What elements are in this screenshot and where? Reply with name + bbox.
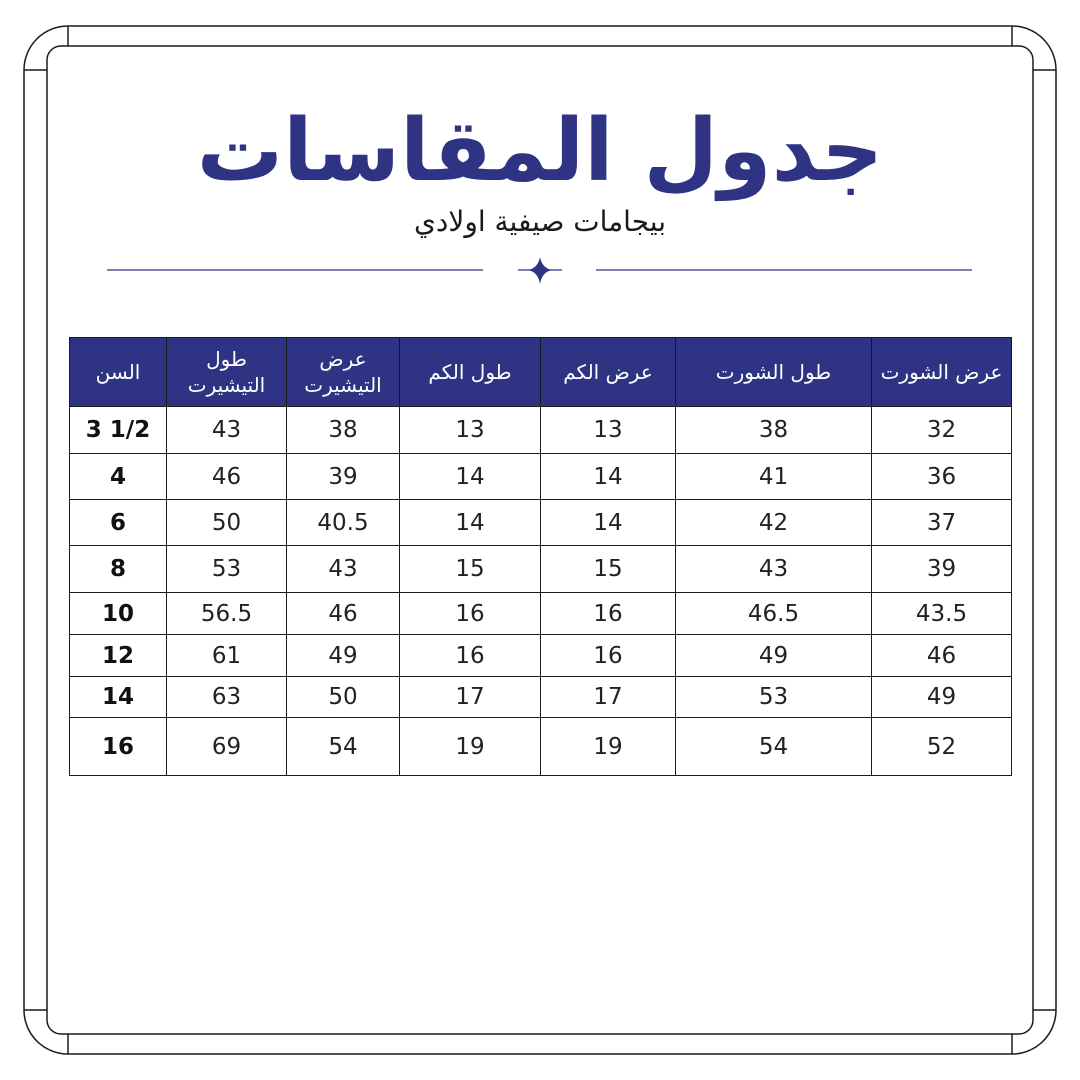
cell: 15 [400,546,541,593]
cell: 16 [400,593,541,635]
cell: 16 [400,635,541,677]
header-shorts-length: طول الشورت [676,338,872,407]
cell: 50 [167,500,287,546]
cell: 43 [676,546,872,593]
table-row [70,500,1012,546]
header-tshirt-width: عرض التيشيرت [287,338,400,407]
cell: 39 [287,454,400,500]
cell: 54 [676,718,872,776]
cell: 54 [287,718,400,776]
header-shorts-width: عرض الشورت [872,338,1012,407]
cell: 52 [872,718,1012,776]
cell: 38 [287,407,400,454]
cell: 53 [167,546,287,593]
cell: 42 [676,500,872,546]
header-sleeve-width: عرض الكم [541,338,676,407]
table-row [70,454,1012,500]
header-age: السن [70,338,167,407]
header-tshirt-length: طول التيشيرت [167,338,287,407]
cell: 69 [167,718,287,776]
cell: 16 [541,593,676,635]
cell: 19 [400,718,541,776]
cell: 16 [541,635,676,677]
cell-age: 16 [70,718,167,776]
cell: 46 [167,454,287,500]
table-row [70,677,1012,718]
cell: 49 [872,677,1012,718]
table-row [70,546,1012,593]
cell-age: 8 [70,546,167,593]
cell: 32 [872,407,1012,454]
table-row [70,718,1012,776]
cell: 14 [400,500,541,546]
cell: 38 [676,407,872,454]
table-header-row [70,338,1012,407]
page-title: جدول المقاسات [196,101,884,201]
cell: 14 [541,500,676,546]
divider [0,256,1080,286]
cell: 14 [400,454,541,500]
cell: 19 [541,718,676,776]
cell-age: 10 [70,593,167,635]
table-row [70,635,1012,677]
cell: 36 [872,454,1012,500]
cell: 43 [167,407,287,454]
cell: 61 [167,635,287,677]
cell: 49 [287,635,400,677]
cell-age: 3 1/2 [70,407,167,454]
cell: 17 [400,677,541,718]
cell-age: 6 [70,500,167,546]
size-table [69,337,1012,776]
sparkle-icon [528,257,552,284]
cell: 13 [541,407,676,454]
cell: 40.5 [287,500,400,546]
cell: 37 [872,500,1012,546]
cell: 53 [676,677,872,718]
cell: 50 [287,677,400,718]
cell: 43.5 [872,593,1012,635]
cell: 46 [872,635,1012,677]
cell-age: 14 [70,677,167,718]
cell-age: 12 [70,635,167,677]
cell: 43 [287,546,400,593]
cell: 49 [676,635,872,677]
cell: 46 [287,593,400,635]
cell: 15 [541,546,676,593]
cell: 41 [676,454,872,500]
table-row [70,593,1012,635]
cell-age: 4 [70,454,167,500]
page-subtitle: بيجامات صيفية اولادي [413,205,667,238]
table-row [70,407,1012,454]
cell: 63 [167,677,287,718]
header-sleeve-length: طول الكم [400,338,541,407]
cell: 13 [400,407,541,454]
cell: 46.5 [676,593,872,635]
cell: 56.5 [167,593,287,635]
cell: 17 [541,677,676,718]
cell: 14 [541,454,676,500]
cell: 39 [872,546,1012,593]
